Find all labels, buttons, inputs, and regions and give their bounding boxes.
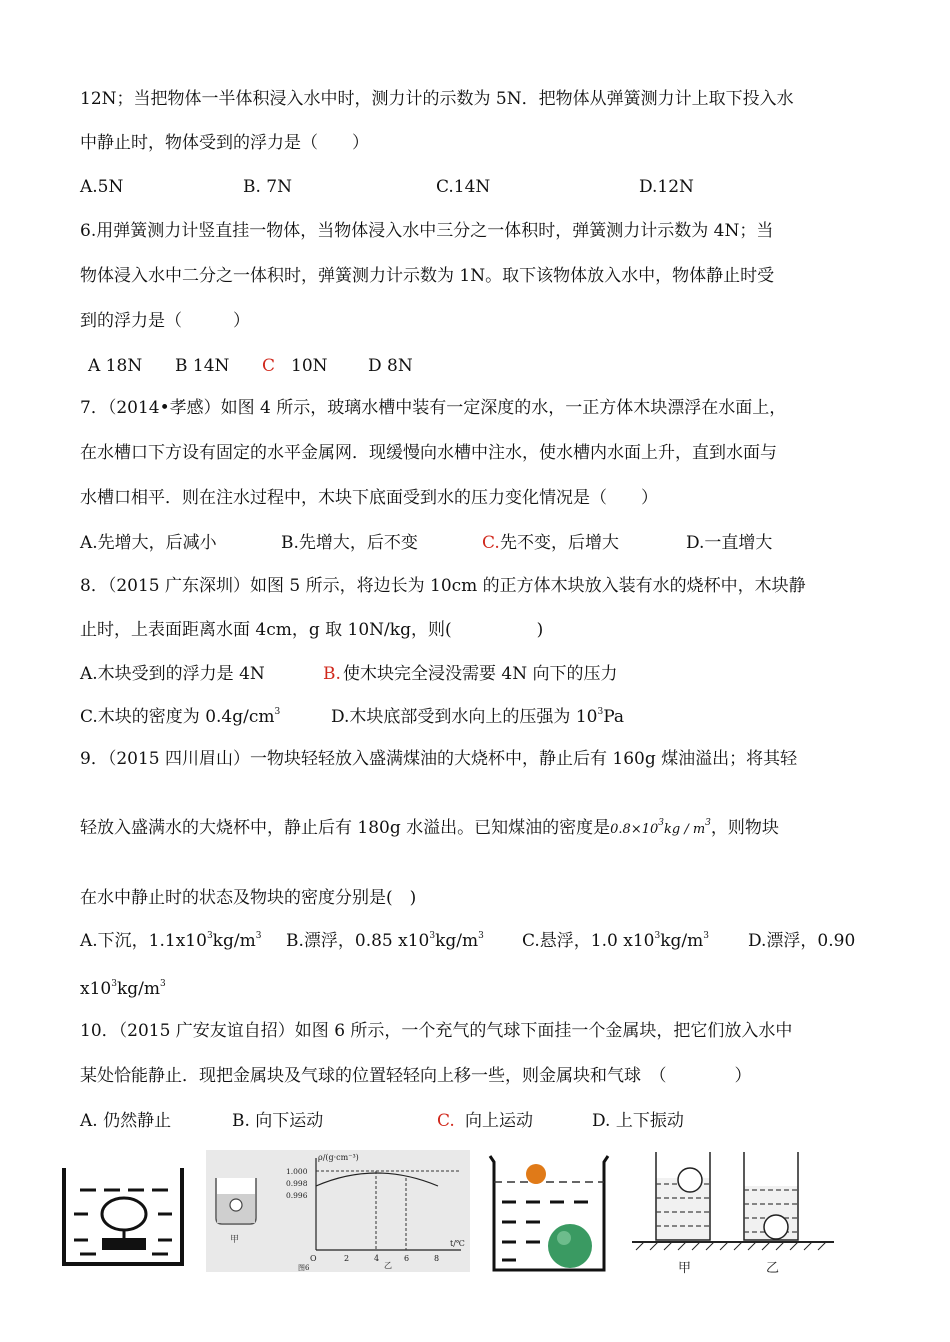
y-axis-label: ρ/(g·cm⁻³): [318, 1153, 359, 1162]
q9-line2: [80, 817, 779, 841]
x-axis-label: t/℃: [450, 1239, 465, 1248]
q5-option-b: B. 7N: [243, 177, 292, 197]
ball-jia: [678, 1168, 702, 1192]
q8-line2: 止时，上表面距离水面 4cm，g 取 10N/kg，则( ): [80, 620, 544, 640]
ball-yi: [764, 1215, 788, 1239]
y-tick-1000: 1.000: [286, 1167, 308, 1176]
formula-coeff: 0.8×10: [610, 822, 659, 837]
y-tick-0998: 0.998: [286, 1179, 308, 1188]
q6-option-a: A 18N: [88, 356, 143, 376]
q10-option-a: A. 仍然静止: [80, 1111, 172, 1131]
q9-option-a-sup2: 3: [255, 931, 262, 941]
q10-line2: 某处恰能静止．现把金属块及气球的位置轻轻向上移一些，则金属块和气球 （ ）: [80, 1066, 752, 1086]
q8-option-c: [80, 706, 280, 728]
q10-option-d: D. 上下振动: [592, 1111, 684, 1131]
q9-cont-sup2: 3: [160, 979, 166, 989]
balloon-metal-figure: [60, 1168, 190, 1268]
q7-line1: 7．（2014•孝感）如图 4 所示，玻璃水槽中装有一定深度的水，一正方体木块漂浮在水面上，: [80, 398, 787, 418]
q10-option-c-letter: C.: [437, 1111, 455, 1131]
q9-option-b: [286, 930, 484, 952]
q8-line1: 8．（2015 广东深圳）如图 5 所示，将边长为 10cm 的正方体木块放入装有水的烧杯中，木块静: [80, 576, 806, 596]
x-tick-4: 4: [374, 1254, 380, 1263]
q7-line3: 水槽口相平．则在注水过程中，木块下底面受到水的压力变化情况是（ ）: [80, 488, 658, 508]
q9-option-d: D.漂浮，0.90: [748, 931, 856, 951]
q9-option-c-sup: 3: [654, 931, 661, 941]
q7-option-a: A.先增大，后减小: [80, 533, 217, 553]
green-ball-highlight: [557, 1231, 571, 1245]
q5-option-c: C.14N: [436, 177, 491, 197]
q10-option-c-text: 向上运动: [465, 1111, 533, 1131]
metal-block: [102, 1238, 146, 1250]
q9-cont-unit: kg/m: [116, 979, 160, 999]
x-tick-2: 2: [344, 1254, 350, 1263]
q9-option-a-text: A.下沉，1.1x10: [80, 931, 207, 951]
label-jia: 甲: [678, 1261, 692, 1276]
q6-line3: 到的浮力是（ ）: [80, 311, 250, 331]
label-yi: 乙: [384, 1261, 392, 1270]
q9-option-b-text: B.漂浮，0.85 x10: [286, 931, 430, 951]
x-tick-o: O: [310, 1254, 317, 1263]
q5-line2: 中静止时，物体受到的浮力是（ ）: [80, 133, 369, 153]
q9-option-b-sup: 3: [429, 931, 436, 941]
density-graph-figure: [206, 1150, 470, 1272]
q8-option-d-sup: 3: [597, 707, 604, 717]
q10-line1: 10．（2015 广安友谊自招）如图 6 所示，一个充气的气球下面挂一个金属块，把它们放入水中: [80, 1021, 793, 1041]
q9-cont-text: x10: [80, 979, 112, 999]
formula-exp: 3: [658, 818, 664, 828]
q5-option-a: A.5N: [80, 177, 124, 197]
two-containers-figure: [628, 1150, 838, 1276]
q5-option-d: D.12N: [639, 177, 694, 197]
ground-hatch: [636, 1242, 826, 1250]
q6-option-d: D 8N: [368, 356, 413, 376]
q8-option-c-sup: 3: [274, 707, 281, 717]
q8-option-c-text: C.木块的密度为 0.4g/cm: [80, 707, 275, 727]
q8-option-d-text: D.木块底部受到水向上的压强为 10: [331, 707, 598, 727]
q8-option-a: A.木块受到的浮力是 4N: [80, 664, 265, 684]
q6-option-b: B 14N: [175, 356, 230, 376]
q9-option-c: [522, 930, 709, 952]
q9-option-b-unit: kg/m: [435, 931, 479, 951]
q8-option-b-letter: B.: [323, 664, 341, 684]
label-jia: 甲: [230, 1235, 240, 1245]
kerosene-density-formula: [610, 818, 711, 837]
q9-line2-text: 轻放入盛满水的大烧杯中，静止后有 180g 水溢出。已知煤油的密度是: [80, 818, 611, 838]
q9-line3: 在水中静止时的状态及物块的密度分别是( ): [80, 888, 417, 908]
figures-row: [0, 1150, 950, 1280]
q9-option-a-sup: 3: [206, 931, 213, 941]
q9-cont-sup: 3: [111, 979, 117, 989]
q9-option-c-unit: kg/m: [660, 931, 704, 951]
q9-option-a: [80, 930, 261, 952]
q8-option-d-unit: Pa: [603, 707, 625, 727]
q6-line2: 物体浸入水中二分之一体积时，弹簧测力计示数为 1N。取下该物体放入水中，物体静止时受: [80, 266, 775, 286]
figure-caption: 图6: [298, 1264, 310, 1272]
label-yi: 乙: [766, 1261, 780, 1276]
x-tick-6: 6: [404, 1254, 410, 1263]
orange-ball: [526, 1164, 546, 1184]
q9-option-a-unit: kg/m: [212, 931, 256, 951]
q8-option-b-text: 使木块完全浸没需要 4N 向下的压力: [343, 664, 618, 684]
q6-option-c-letter: C: [262, 356, 276, 376]
q8-option-d: [331, 706, 624, 728]
q7-option-b: B.先增大，后不变: [281, 533, 418, 553]
q5-line1: 12N；当把物体一半体积浸入水中时，测力计的示数为 5N．把物体从弹簧测力计上取下投入水: [80, 89, 794, 109]
q6-option-c-text: 10N: [291, 356, 328, 376]
q9-option-d-cont: [80, 978, 166, 1000]
y-tick-0996: 0.996: [286, 1191, 308, 1200]
q9-option-c-sup2: 3: [703, 931, 709, 941]
formula-unit: kg / m: [663, 822, 706, 837]
q10-option-b: B. 向下运动: [232, 1111, 324, 1131]
q9-line2-end: ，则物块: [710, 818, 779, 838]
floating-balls-figure: [484, 1152, 614, 1274]
x-tick-8: 8: [434, 1254, 440, 1263]
q6-line1: 6.用弹簧测力计竖直挂一物体，当物体浸入水中三分之一体积时，弹簧测力计示数为 4N；当: [80, 221, 774, 241]
small-ball: [230, 1199, 242, 1211]
q9-line1: 9．（2015 四川眉山）一物块轻轻放入盛满煤油的大烧杯中，静止后有 160g 煤油溢出；将其轻: [80, 749, 798, 769]
q7-line2: 在水槽口下方设有固定的水平金属网．现缓慢向水槽中注水，使水槽内水面上升，直到水面与: [80, 443, 777, 463]
balloon: [102, 1198, 146, 1230]
q7-option-d: D.一直增大: [686, 533, 773, 553]
q7-option-c-text: 先不变，后增大: [500, 533, 619, 553]
q7-option-c-letter: C.: [482, 533, 500, 553]
green-ball: [548, 1224, 592, 1268]
formula-unit-exp: 3: [705, 818, 711, 828]
q9-option-b-sup2: 3: [478, 931, 484, 941]
q9-option-c-text: C.悬浮，1.0 x10: [522, 931, 655, 951]
